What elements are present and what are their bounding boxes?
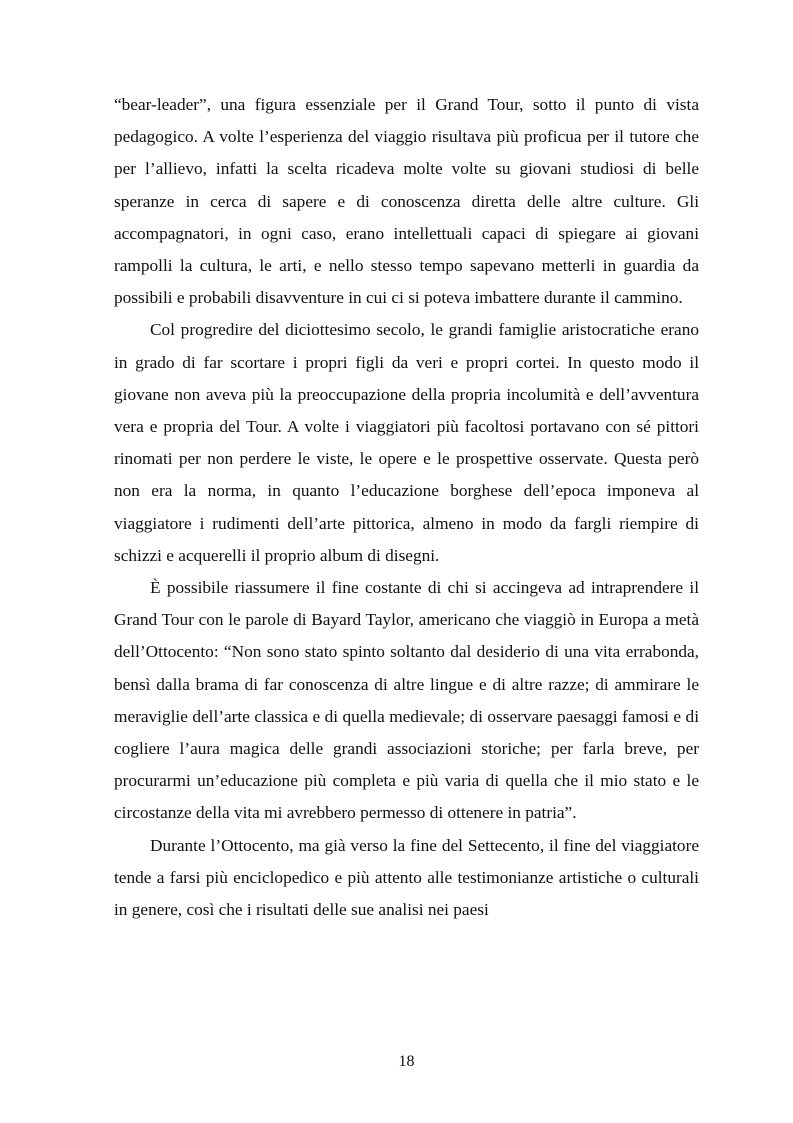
page-number: 18 — [398, 1053, 415, 1070]
page-body — [114, 89, 699, 926]
paragraph-continued: “bear-leader”, una figura essenziale per il Grand Tour, sotto il punto di vista pedagogico. A volte l’esperienza del viaggio risultava più proficua per il tutore che per l’allievo, infatti la scelta ricadeva molte volte su giovani studiosi di belle speranze in cerca di sapere e di conoscenza diretta delle altre culture. Gli accompagnatori, in ogni caso, erano intellettuali capaci di spiegare ai giovani rampolli la cultura, le arti, e nello stesso tempo sapevano metterli in guardia da possibili e probabili disavventure in cui ci si poteva imbattere durante il cammino. — [114, 95, 699, 308]
paragraph-aristocratic-families: Col progredire del diciottesimo secolo, le grandi famiglie aristocratiche erano in grado di far scortare i propri figli da veri e propri cortei. In questo modo il giovane non aveva più la preoccupazione della propria incolumità e dell’avventura vera e propria del Tour. A volte i viaggiatori più facoltosi portavano con sé pittori rinomati per non perdere le viste, le opere e le prospettive osservate. Questa però non era la norma, in quanto l’educazione borghese dell’epoca imponeva al viaggiatore i rudimenti dell’arte pittorica, almeno in modo da fargli riempire di schizzi e acquerelli il proprio album di disegni. — [114, 320, 699, 565]
paragraph-bayard-taylor-quote: È possibile riassumere il fine costante di chi si accingeva ad intraprendere il Grand Tour con le parole di Bayard Taylor, americano che viaggiò in Europa a metà dell’Ottocento: “Non sono stato spinto soltanto dal desiderio di una vita errabonda, bensì dalla brama di far conoscenza di altre lingue e di altre razze; di ammirare le meraviglie dell’arte classica e di quella medievale; di osservare paesaggi famosi e di cogliere l’aura magica delle grandi associazioni storiche; per farla breve, per procurarmi un’educazione più completa e più varia di quella che il mio stato e le circostanze della vita mi avrebbero permesso di ottenere in patria”. — [114, 578, 699, 823]
paragraph-nineteenth-century: Durante l’Ottocento, ma già verso la fine del Settecento, il fine del viaggiatore tende a farsi più enciclopedico e più attento alle testimonianze artistiche o culturali in genere, così che i risultati delle sue analisi nei paesi — [114, 835, 699, 920]
